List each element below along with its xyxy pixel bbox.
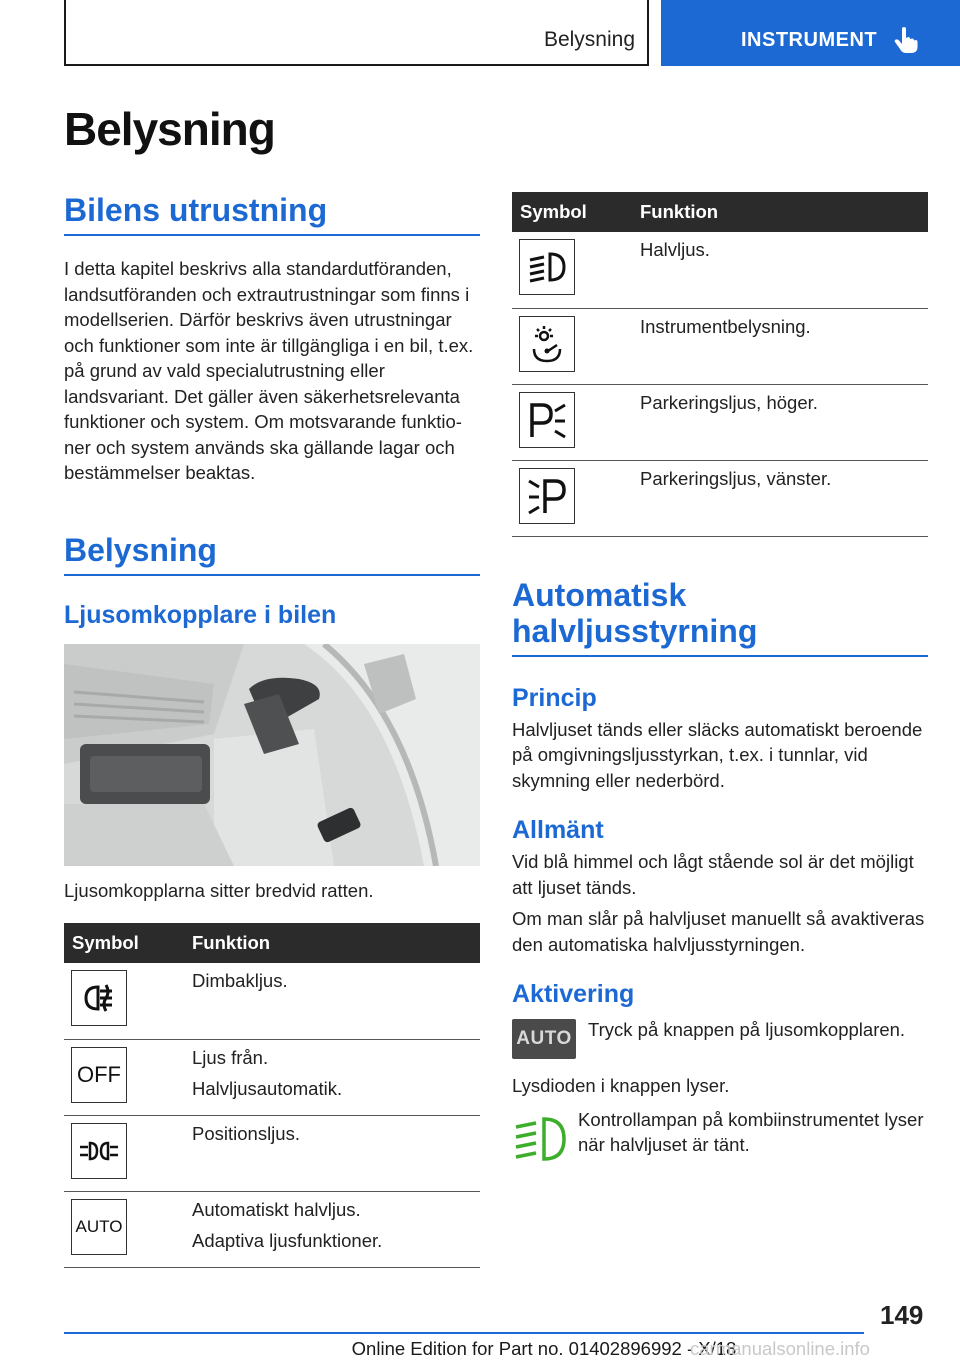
- auto-icon: AUTO: [71, 1199, 127, 1255]
- column-header-symbol: Symbol: [512, 192, 632, 232]
- function-text: Positionsljus.: [192, 1122, 300, 1144]
- page-number: 149: [880, 1300, 924, 1330]
- footer-edition: Online Edition for Part no. 01402896992 - X/18: [351, 1338, 737, 1359]
- function-text: Automatiskt halvljus.: [192, 1198, 361, 1220]
- indicator-text: Kontrollampan på kombiinstrumentet lyser när halvljuset är tänt.: [578, 1108, 924, 1155]
- function-text: Halvljusautomatik.: [192, 1077, 343, 1099]
- function-text: Adaptiva ljusfunktioner.: [192, 1229, 383, 1251]
- column-header-function: Funktion: [184, 923, 480, 963]
- table-row: [512, 232, 928, 308]
- heading-principle: Princip: [512, 683, 597, 712]
- heading-vehicle-equipment: Bilens utrustning: [64, 192, 480, 236]
- low-beam-indicator-icon: [512, 1113, 568, 1165]
- function-text: Dimbakljus.: [192, 970, 288, 991]
- function-text: Halvljus.: [640, 239, 710, 260]
- position-light-icon: [71, 1123, 127, 1179]
- off-icon: OFF: [71, 1047, 127, 1103]
- function-text: Parkeringsljus, vänster.: [640, 467, 832, 489]
- header-section-title: Belysning: [543, 28, 635, 51]
- right-column: [512, 192, 928, 1165]
- table-row: [512, 460, 928, 536]
- function-text: Instrumentbelysning.: [640, 315, 811, 337]
- parking-light-right-icon: [519, 392, 575, 448]
- heading-lighting: Belysning: [64, 532, 480, 576]
- column-header-symbol: Symbol: [64, 923, 184, 963]
- heading-light-switch: Ljusomkopplare i bilen: [64, 600, 337, 629]
- header-chapter-title: INSTRUMENT: [741, 29, 878, 51]
- general-paragraph-1: Vid blå himmel och lågt stående sol är det möjligt att ljuset tänds.: [512, 851, 914, 898]
- function-text: Ljus från.: [192, 1046, 269, 1068]
- function-text: Parkeringsljus, höger.: [640, 391, 818, 413]
- column-header-function: Funktion: [632, 192, 928, 232]
- parking-light-left-icon: [519, 468, 575, 524]
- table-row: [512, 384, 928, 460]
- photo-caption: Ljusomkopplarna sitter bredvid ratten.: [64, 879, 374, 901]
- led-text: Lysdioden i knappen lyser.: [512, 1075, 730, 1096]
- symbol-table-left: [64, 923, 480, 1268]
- table-row: [64, 963, 480, 1039]
- left-column: [64, 192, 480, 1268]
- table-row: [64, 1191, 480, 1267]
- table-row: [64, 1039, 480, 1115]
- activation-text: Tryck på knappen på ljusomkopplaren.: [588, 1019, 906, 1040]
- table-row: [512, 308, 928, 384]
- intro-paragraph: I detta kapitel beskrivs alla standardutföranden, landsutföranden och extrautrustningar som finns i modellserien. Därför beskrivs även utrustningar och funktioner som inte är tillgängliga i en bil, t.ex. på grund av vald specialutrustning eller landsvariant. Det gäller även säkerhetsrelevanta funktioner och system. Om motsvarande funktioner och system används ska gällande lagar och bestämmelser beaktas.: [64, 258, 474, 483]
- header-section-box: [64, 0, 649, 66]
- principle-paragraph: Halvljuset tänds eller släcks automatiskt beroende på omgivningsljusstyrkan, t.ex. i tunnlar, vid skymning eller nederbörd.: [512, 718, 923, 791]
- low-beam-icon: [519, 239, 575, 295]
- heading-auto-low-beam: Automatisk halvljusstyrning: [512, 577, 928, 657]
- general-paragraph-2: Om man slår på halvljuset manuellt så avaktiveras den automatiska halvljusstyrningen.: [512, 908, 925, 955]
- instrument-lighting-icon: [519, 316, 575, 372]
- footer-rule: [64, 1332, 864, 1334]
- auto-button[interactable]: AUTO: [512, 1019, 576, 1059]
- symbol-table-right: [512, 192, 928, 537]
- heading-general: Allmänt: [512, 816, 604, 844]
- page-title: Belysning: [64, 103, 275, 155]
- light-switch-photo: [64, 644, 480, 866]
- table-row: [64, 1115, 480, 1191]
- fog-light-icon: [71, 970, 127, 1026]
- watermark: carmanualsonline.info: [690, 1338, 870, 1359]
- heading-activation: Aktivering: [512, 980, 635, 1008]
- header-chapter-tab[interactable]: [661, 0, 960, 66]
- pointing-hand-icon: [893, 26, 919, 54]
